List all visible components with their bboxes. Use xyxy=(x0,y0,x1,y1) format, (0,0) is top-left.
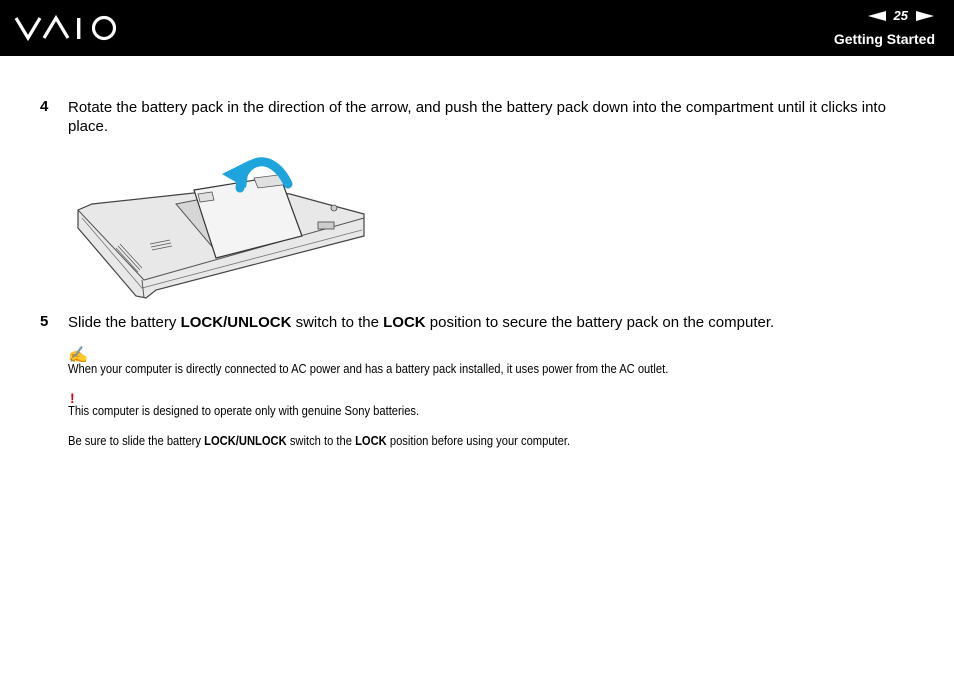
step-5-text xyxy=(68,313,928,332)
lock-label: LOCK xyxy=(383,314,426,331)
warning-line-2-pre: Be sure to slide the battery xyxy=(68,433,205,448)
step-5-text-mid: switch to the xyxy=(291,314,384,331)
lock-unlock-label: LOCK/UNLOCK xyxy=(180,314,292,331)
battery-installation-illustration xyxy=(72,148,368,306)
warning-line-2 xyxy=(68,433,570,448)
warning-lock-unlock-label: LOCK/UNLOCK xyxy=(204,433,287,448)
step-5-text-post: position to secure the battery pack on the computer. xyxy=(425,314,775,331)
exclamation-icon: ! xyxy=(70,390,75,406)
next-page-icon[interactable] xyxy=(916,11,934,21)
section-title: Getting Started xyxy=(833,31,935,47)
step-4-text: Rotate the battery pack in the direction of the arrow, and push the battery pack down into the compartment until it clicks into place. xyxy=(68,99,886,135)
vaio-logo xyxy=(14,14,122,44)
warning-line-2-mid: switch to the xyxy=(286,433,356,448)
previous-page-icon[interactable] xyxy=(868,11,886,21)
step-4-number: 4 xyxy=(40,98,49,115)
page-navigation xyxy=(868,8,934,23)
step-5-number: 5 xyxy=(40,313,49,330)
page-number: 25 xyxy=(893,8,908,23)
note-pen-icon: ✍ xyxy=(68,347,88,364)
page-header xyxy=(0,0,954,56)
warning-line-1: This computer is designed to operate only with genuine Sony batteries. xyxy=(68,403,420,418)
note-text: When your computer is directly connected to AC power and has a battery pack installed, it uses power from the AC outlet. xyxy=(68,361,669,376)
warning-line-2-post: position before using your computer. xyxy=(386,433,571,448)
step-5-text-pre: Slide the battery xyxy=(68,314,181,331)
warning-lock-label: LOCK xyxy=(355,433,387,448)
